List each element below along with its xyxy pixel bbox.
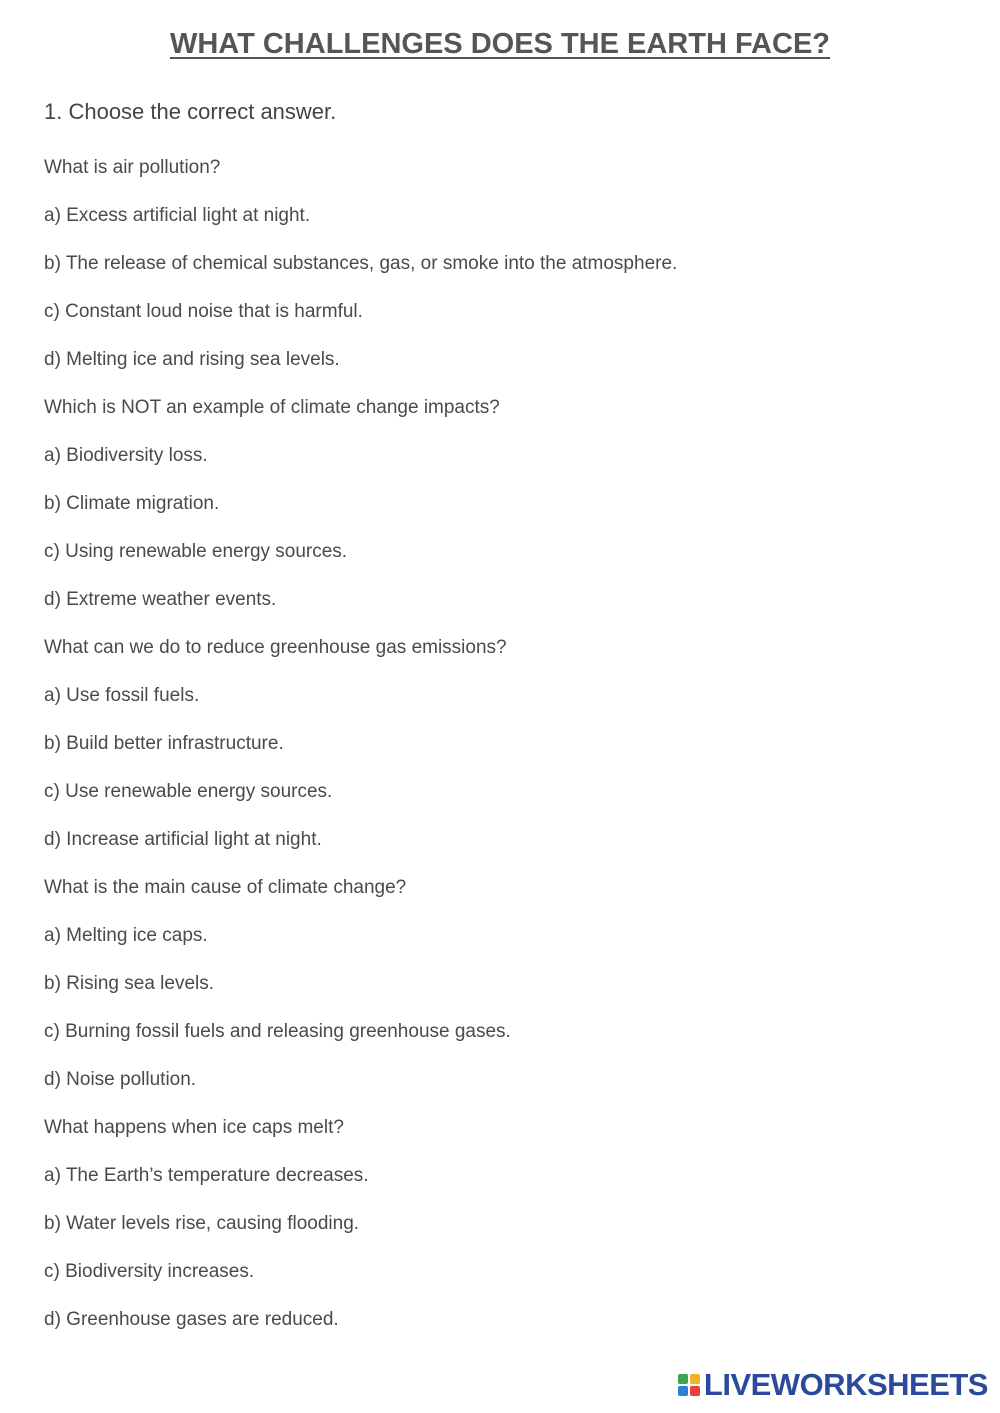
answer-option[interactable]: b) Build better infrastructure. <box>44 733 284 754</box>
answer-option[interactable]: c) Biodiversity increases. <box>44 1261 255 1282</box>
answer-option[interactable]: d) Greenhouse gases are reduced. <box>44 1309 339 1330</box>
question-text: What happens when ice caps melt? <box>44 1117 344 1138</box>
answer-option[interactable]: b) Rising sea levels. <box>44 973 215 994</box>
answer-option[interactable]: d) Extreme weather events. <box>44 589 277 610</box>
logo-mark-square <box>690 1374 700 1384</box>
question-text: What is air pollution? <box>44 157 221 178</box>
instruction-heading: 1. Choose the correct answer. <box>44 99 337 124</box>
answer-option[interactable]: c) Using renewable energy sources. <box>44 541 348 562</box>
answer-option[interactable]: a) Biodiversity loss. <box>44 445 208 466</box>
question-list <box>44 150 944 1350</box>
answer-option[interactable]: c) Burning fossil fuels and releasing greenhouse gases. <box>44 1021 511 1042</box>
logo-mark-square <box>678 1374 688 1384</box>
answer-option[interactable]: b) The release of chemical substances, gas, or smoke into the atmosphere. <box>44 253 678 274</box>
question-text: What can we do to reduce greenhouse gas emissions? <box>44 637 507 658</box>
logo-mark-square <box>678 1386 688 1396</box>
answer-option[interactable]: c) Constant loud noise that is harmful. <box>44 301 363 322</box>
answer-option[interactable]: b) Climate migration. <box>44 493 220 514</box>
liveworksheets-logo-icon <box>678 1374 700 1396</box>
page-title: WHAT CHALLENGES DOES THE EARTH FACE? <box>169 28 831 60</box>
answer-option[interactable]: c) Use renewable energy sources. <box>44 781 333 802</box>
question-text: Which is NOT an example of climate change impacts? <box>44 397 500 418</box>
answer-option[interactable]: a) Excess artificial light at night. <box>44 205 311 226</box>
logo-text: LIVEWORKSHEETS <box>703 1367 988 1402</box>
liveworksheets-logo <box>678 1365 988 1405</box>
logo-mark-square <box>690 1386 700 1396</box>
answer-option[interactable]: b) Water levels rise, causing flooding. <box>44 1213 360 1234</box>
answer-option[interactable]: d) Noise pollution. <box>44 1069 197 1090</box>
question-text: What is the main cause of climate change? <box>44 877 407 898</box>
answer-option[interactable]: a) The Earth’s temperature decreases. <box>44 1165 369 1186</box>
answer-option[interactable]: a) Use fossil fuels. <box>44 685 200 706</box>
answer-option[interactable]: d) Melting ice and rising sea levels. <box>44 349 340 370</box>
answer-option[interactable]: d) Increase artificial light at night. <box>44 829 322 850</box>
answer-option[interactable]: a) Melting ice caps. <box>44 925 208 946</box>
